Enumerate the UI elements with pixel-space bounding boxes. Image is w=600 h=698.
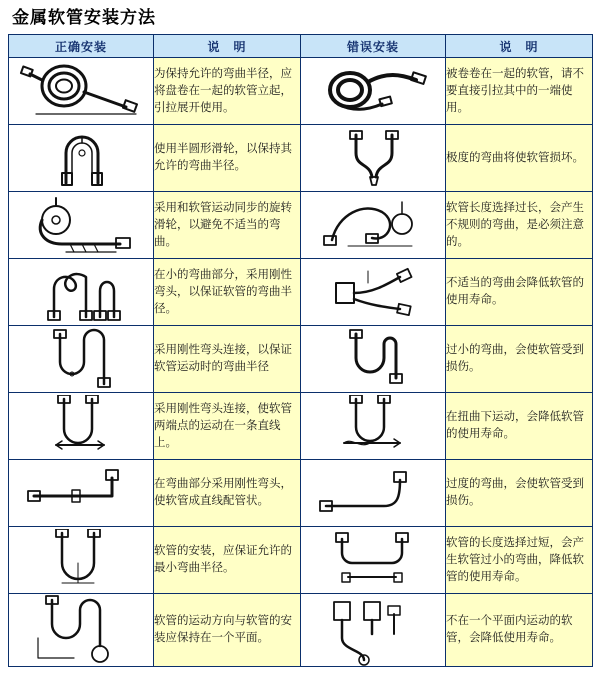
description-text: 软管的安装，应保证允许的最小弯曲半径。	[154, 527, 301, 594]
illustration-rigid-bend-small-radius	[9, 259, 154, 326]
description-text: 被卷卷在一起的软管，请不要直接引拉其中的一端使用。	[446, 58, 593, 125]
illustration-same-plane-movement	[9, 594, 154, 667]
table-row	[9, 58, 593, 125]
description-text: 不适当的弯曲会降低软管的使用寿命。	[446, 259, 593, 326]
illustration-hose-over-pulley	[9, 125, 154, 192]
page-title: 金属软管安装方法	[12, 8, 156, 27]
illustration-hose-with-rotating-pulley	[9, 192, 154, 259]
description-text: 使用半圆形滑轮，以保持其允许的弯曲半径。	[154, 125, 301, 192]
description-text: 软管的长度选择过短，会产生软管过小的弯曲，降低软管的使用寿命。	[446, 527, 593, 594]
header-wrong-install: 错误安装	[301, 35, 446, 58]
description-text: 为保持允许的弯曲半径，应将盘卷在一起的软管立起，引拉展开使用。	[154, 58, 301, 125]
table-header-row	[9, 35, 593, 58]
description-text: 在小的弯曲部分，采用刚性弯头，以保证软管的弯曲半径。	[154, 259, 301, 326]
installation-methods-table	[8, 34, 593, 667]
description-text: 采用刚性弯头连接，以保证软管运动时的弯曲半径	[154, 326, 301, 393]
description-text: 在弯曲部分采用刚性弯头，使软管成直线配管状。	[154, 460, 301, 527]
illustration-twisting-motion	[301, 393, 446, 460]
description-text: 极度的弯曲将使软管损坏。	[446, 125, 593, 192]
illustration-too-small-bend	[301, 326, 446, 393]
description-text: 过度的弯曲，会使软管受到损伤。	[446, 460, 593, 527]
illustration-rigid-elbow-connection	[9, 326, 154, 393]
table-row	[9, 594, 593, 667]
table-row	[9, 393, 593, 460]
table-row	[9, 460, 593, 527]
illustration-coiled-hose-upright	[9, 58, 154, 125]
description-text: 不在一个平面内运动的软管，会降低使用寿命。	[446, 594, 593, 667]
description-text: 软管长度选择过长，会产生不规则的弯曲，是必须注意的。	[446, 192, 593, 259]
illustration-improper-bend-fitting	[301, 259, 446, 326]
illustration-rigid-elbow-straight-motion	[9, 393, 154, 460]
header-correct-desc: 说 明	[154, 35, 301, 58]
header-correct-install: 正确安装	[9, 35, 154, 58]
description-text: 在扭曲下运动，会降低软管的使用寿命。	[446, 393, 593, 460]
table-row	[9, 527, 593, 594]
description-text: 采用和软管运动同步的旋转滑轮，以避免不适当的弯曲。	[154, 192, 301, 259]
table-row	[9, 326, 593, 393]
header-wrong-desc: 说 明	[446, 35, 593, 58]
illustration-excessive-bend	[301, 460, 446, 527]
table-row	[9, 125, 593, 192]
description-text: 软管的运动方向与软管的安装应保持在一个平面。	[154, 594, 301, 667]
illustration-straight-pipe-with-elbow	[9, 460, 154, 527]
illustration-hose-sharp-bend	[301, 125, 446, 192]
table-row	[9, 259, 593, 326]
illustration-coiled-hose-pulled	[301, 58, 446, 125]
description-text: 采用刚性弯头连接，使软管两端点的运动在一条直线上。	[154, 393, 301, 460]
table-row	[9, 192, 593, 259]
illustration-out-of-plane-movement	[301, 594, 446, 667]
illustration-u-bend-min-radius	[9, 527, 154, 594]
illustration-hose-too-long-flat-bend	[301, 527, 446, 594]
illustration-hose-too-long-loop	[301, 192, 446, 259]
description-text: 过小的弯曲，会使软管受到损伤。	[446, 326, 593, 393]
